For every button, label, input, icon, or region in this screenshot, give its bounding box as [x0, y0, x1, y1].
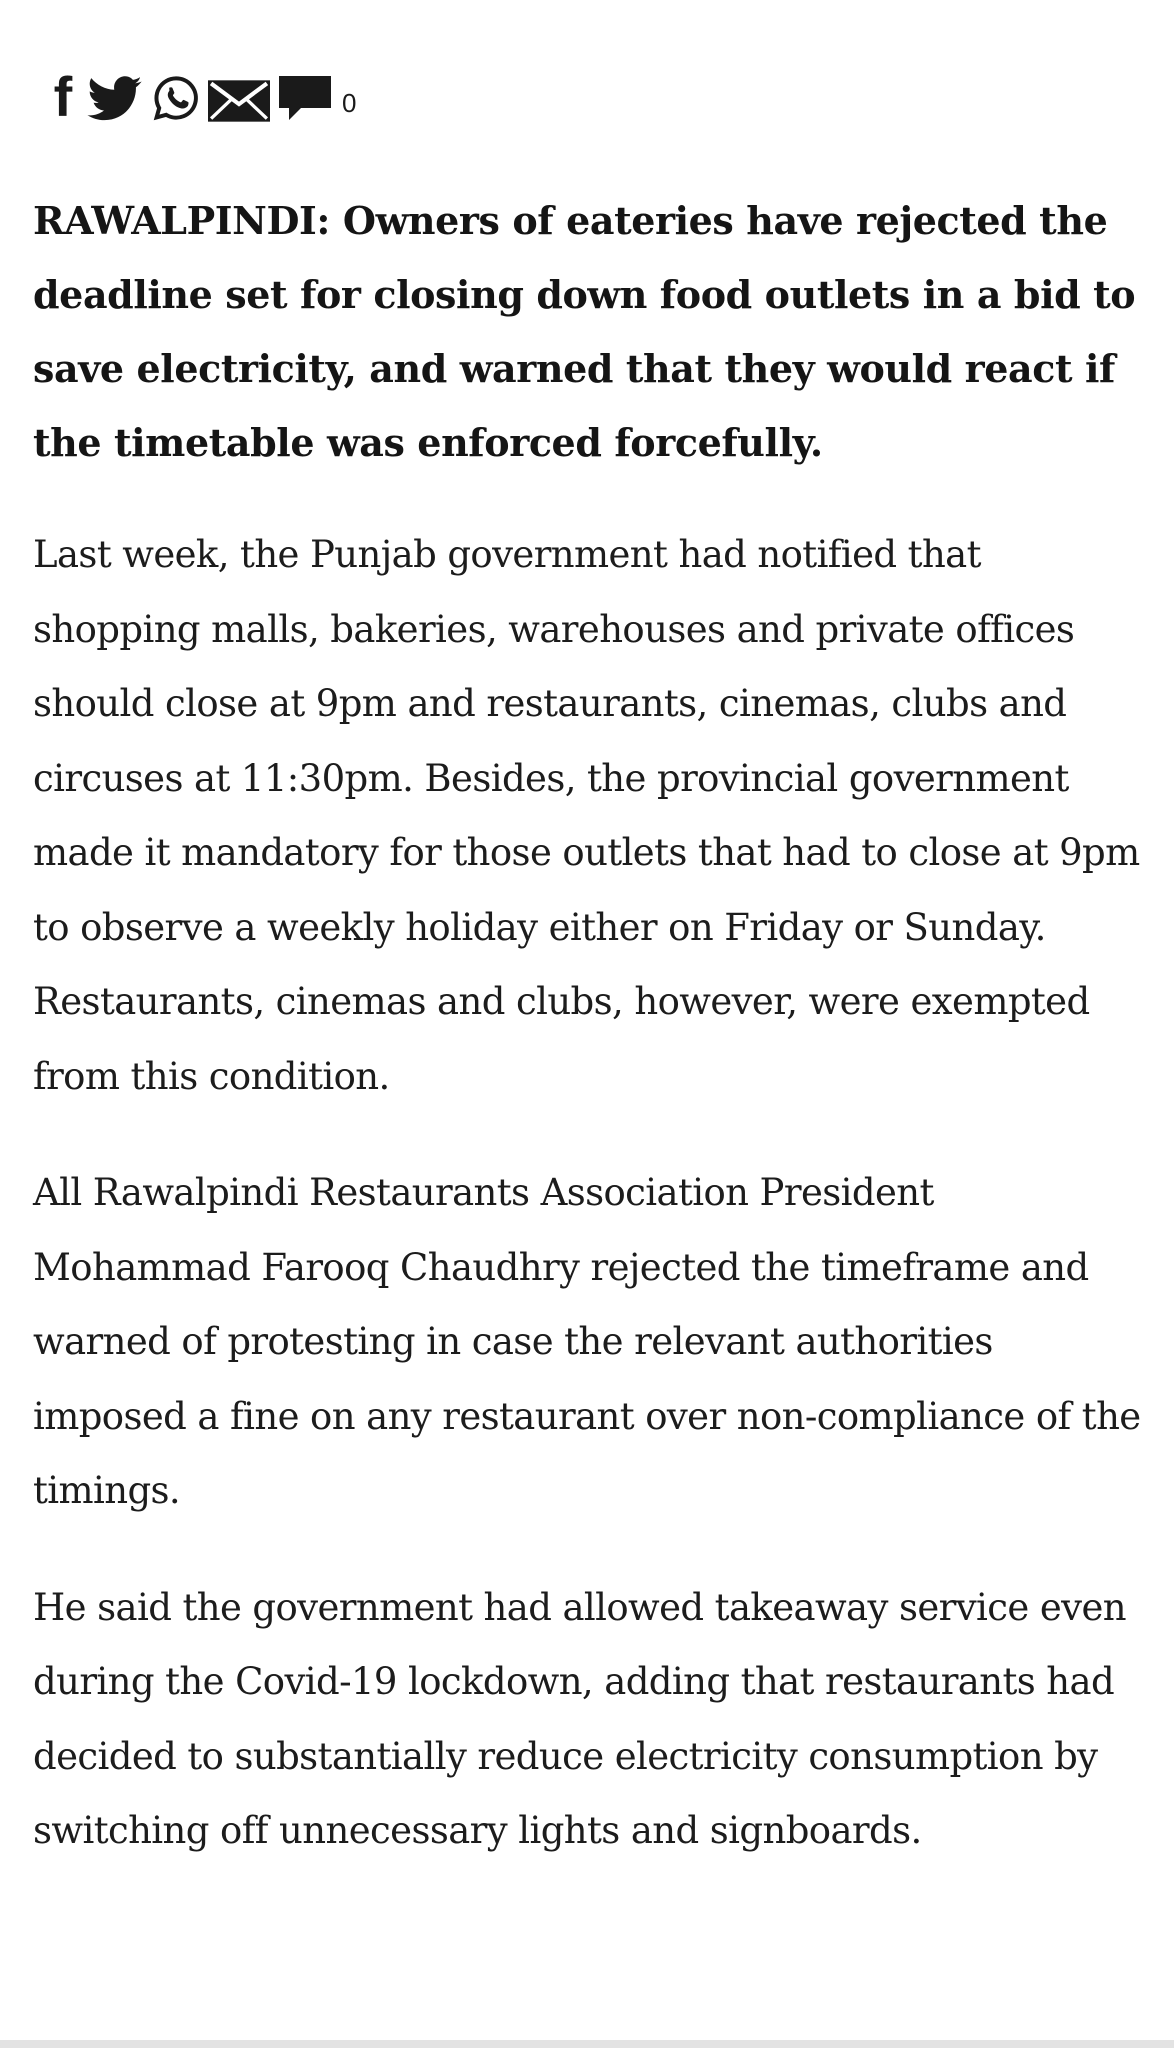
facebook-share-button[interactable]	[46, 65, 80, 128]
share-toolbar	[46, 62, 357, 128]
comment-count: 0	[342, 88, 357, 118]
comments-button[interactable]	[276, 68, 334, 122]
article-lede: RAWALPINDI: Owners of eateries have rejected the deadline set for closing down food outlets in a bid to save electricity, and warned that they would react if the timetable was enforced forcefully.	[33, 198, 1136, 465]
comment-icon	[277, 74, 333, 122]
email-icon	[208, 80, 270, 122]
facebook-icon: f	[53, 65, 73, 128]
page-bottom-divider	[0, 2040, 1174, 2048]
twitter-share-button[interactable]	[86, 68, 144, 122]
article-paragraph: Last week, the Punjab government had notified that shopping malls, bakeries, warehouses and private offices should close at 9pm and restaurants, cinemas, clubs and circuses at 11:30pm. Besides, the provincial government made it mandatory for those outlets that had to close at 9pm to observe a weekly holiday either on Friday or Sunday. Restaurants, cinemas and clubs, however, were exempted from this condition.	[33, 533, 1140, 1098]
email-share-button[interactable]	[208, 68, 270, 122]
article-paragraph: He said the government had allowed takeaway service even during the Covid-19 lockdown, adding that restaurants had decided to substantially reduce electricity consumption by switching off unnecessary lights and signboards.	[33, 1585, 1126, 1852]
twitter-icon	[87, 76, 143, 122]
whatsapp-icon	[152, 74, 200, 122]
whatsapp-share-button[interactable]	[150, 68, 202, 122]
article-body	[33, 184, 1143, 1869]
article-paragraph: All Rawalpindi Restaurants Association President Mohammad Farooq Chaudhry rejected the timeframe and warned of protesting in case the relevant authorities imposed a fine on any restaurant over non-compliance of the timings.	[33, 1171, 1141, 1512]
